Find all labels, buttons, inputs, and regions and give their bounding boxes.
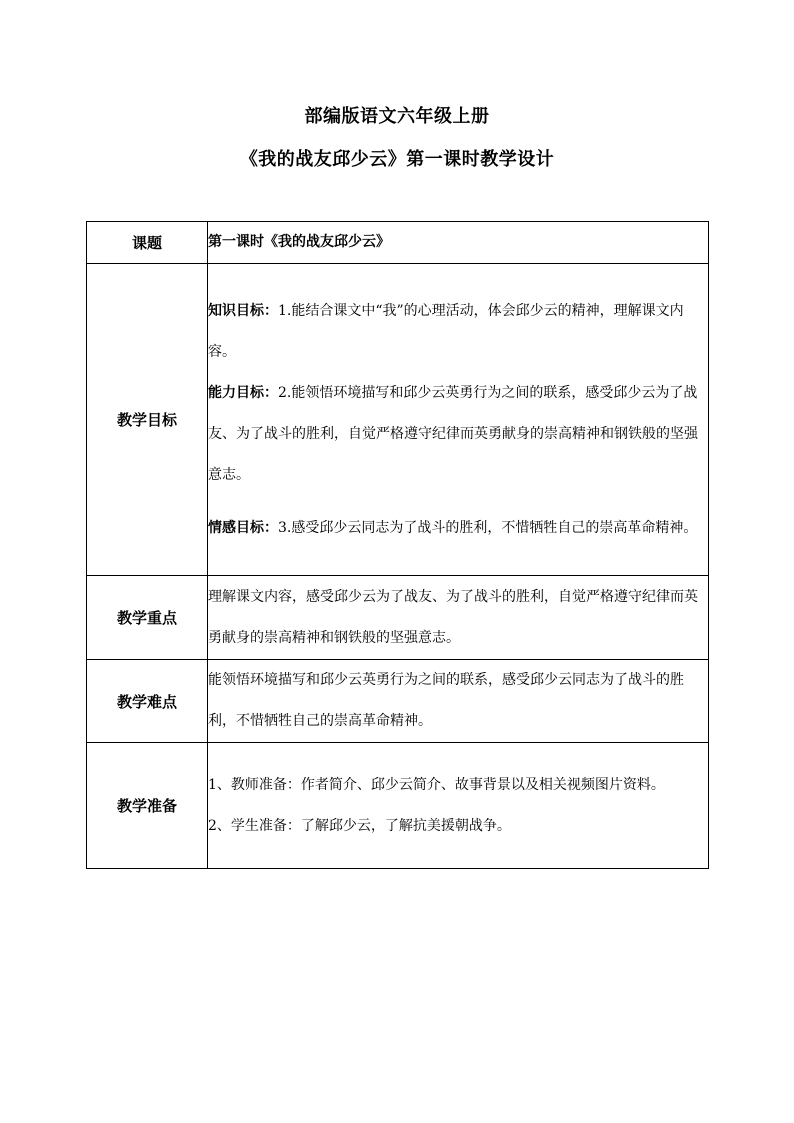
- teacher-preparation: 1、教师准备：作者简介、邱少云简介、故事背景以及相关视频图片资料。: [208, 776, 665, 793]
- difficulties-text: 能领悟环境描写和邱少云英勇行为之间的联系，感受邱少云同志为了战斗的胜利，不惜牺牲自己的崇高革命精神。: [208, 660, 709, 743]
- emotion-goal-prefix: 情感目标：: [208, 519, 278, 536]
- ability-goal-prefix: 能力目标：: [208, 384, 278, 401]
- knowledge-goal-prefix: 知识目标：: [208, 302, 278, 319]
- ability-goal-text: 2.能领悟环境描写和邱少云英勇行为之间的联系，感受邱少云为了战友、为了战斗的胜利，自觉严格遵守纪律而英勇献身的崇高精神和钢铁般的坚强意志。: [208, 384, 698, 483]
- emotion-goal: [208, 508, 708, 549]
- goals-label: 教学目标: [87, 264, 208, 576]
- key-points-text: 理解课文内容，感受邱少云为了战友、为了战斗的胜利，自觉严格遵守纪律而英勇献身的崇高精神和钢铁般的坚强意志。: [208, 576, 709, 660]
- topic-value: 第一课时《我的战友邱少云》: [208, 222, 709, 264]
- emotion-goal-text: 3.感受邱少云同志为了战斗的胜利，不惜牺牲自己的崇高革命精神。: [278, 519, 698, 536]
- topic-label: 课题: [87, 222, 208, 264]
- table-row-goals: [87, 264, 709, 576]
- student-preparation: 2、学生准备：了解邱少云，了解抗美援朝战争。: [208, 817, 511, 834]
- preparation-content: [208, 743, 709, 869]
- table-row-preparation: [87, 743, 709, 869]
- difficulties-label: 教学难点: [87, 660, 208, 743]
- ability-goal: [208, 373, 708, 496]
- knowledge-goal-text: 1.能结合课文中“我”的心理活动，体会邱少云的精神，理解课文内容。: [208, 302, 684, 360]
- knowledge-goal: [208, 291, 708, 373]
- table-row-difficulties: [87, 660, 709, 743]
- document-title: 部编版语文六年级上册: [304, 106, 490, 127]
- preparation-label: 教学准备: [87, 743, 208, 869]
- table-row-topic: [87, 222, 709, 264]
- document-subtitle: 《我的战友邱少云》第一课时教学设计: [239, 149, 555, 170]
- lesson-plan-table: [86, 221, 709, 869]
- table-row-key-points: [87, 576, 709, 660]
- goals-content: [208, 264, 709, 576]
- key-points-label: 教学重点: [87, 576, 208, 660]
